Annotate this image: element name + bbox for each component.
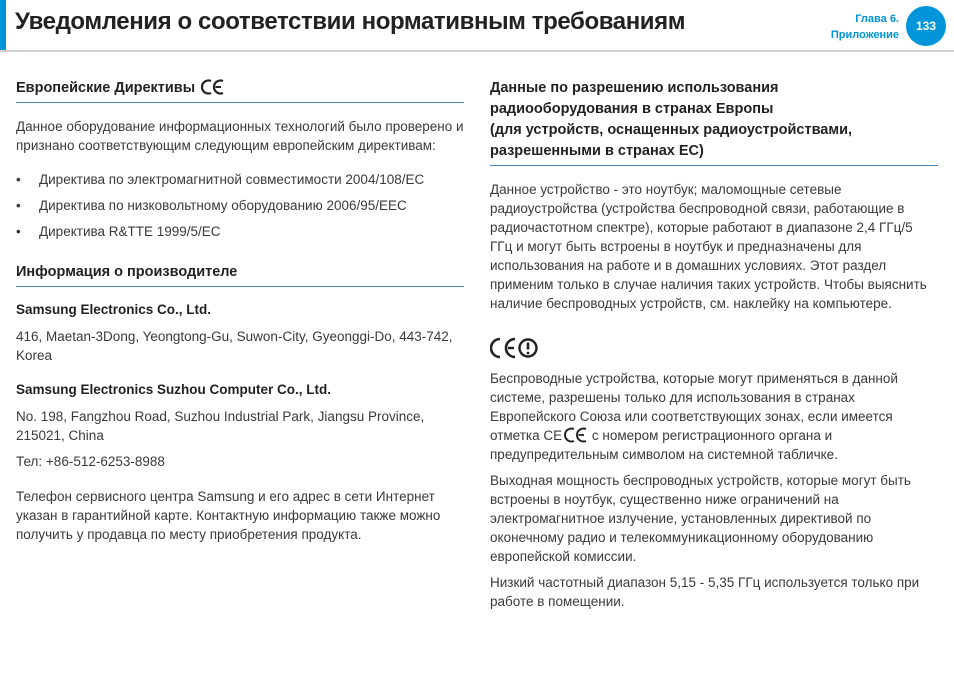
wireless-paragraph-2: Выходная мощность беспроводных устройств, которые могут быть встроены в ноутбук, существенно ниже ограничений на электромагнитное излучение, установленных директивой по оконечному радио и телекоммуникационному оборудованию европейской комиссии. bbox=[490, 473, 911, 564]
bullet: • bbox=[16, 224, 21, 239]
section-label: Приложение bbox=[830, 29, 899, 41]
wireless-paragraph-1 bbox=[490, 369, 938, 464]
page-title: Уведомления о соответствии нормативным требованиям bbox=[15, 8, 686, 35]
service-note: Телефон сервисного центра Samsung и его адрес в сети Интернет указан в гарантийной карте. Контактную информацию также можно получить у продавца по месту приобретения продукта. bbox=[16, 489, 441, 542]
bullet: • bbox=[16, 198, 21, 213]
directive-text: Директива R&TTE 1999/5/EC bbox=[39, 224, 221, 239]
chapter-label: Глава 6. bbox=[855, 13, 899, 25]
directive-text: Директива по низковольтному оборудованию 2006/95/EEC bbox=[39, 198, 407, 213]
left-column bbox=[16, 78, 464, 544]
heading-line: (для устройств, оснащенных радиоустройствами, bbox=[490, 122, 853, 138]
chapter-info bbox=[831, 11, 899, 43]
wireless-p1-after: с номером регистрационного органа и предупредительным символом на системной табличке. bbox=[490, 428, 838, 462]
phone-number: Тел: +86-512-6253-8988 bbox=[16, 454, 165, 469]
header-divider bbox=[0, 50, 954, 52]
ce-mark-icon bbox=[490, 336, 538, 360]
right-column bbox=[490, 78, 938, 611]
directive-text: Директива по электромагнитной совместимости 2004/108/EC bbox=[39, 172, 425, 187]
company1-name: Samsung Electronics Co., Ltd. bbox=[16, 302, 212, 317]
directives-list bbox=[16, 170, 464, 241]
heading-line: разрешенными в странах ЕС) bbox=[490, 143, 704, 159]
heading-line: Данные по разрешению использования bbox=[490, 80, 779, 96]
heading-line: радиооборудования в странах Европы bbox=[490, 101, 774, 117]
bullet: • bbox=[16, 172, 21, 187]
ce-alert-mark bbox=[490, 336, 938, 362]
company2-name: Samsung Electronics Suzhou Computer Co., Ltd. bbox=[16, 382, 332, 397]
wireless-paragraph-3: Низкий частотный диапазон 5,15 - 5,35 ГГц используется только при работе в помещении. bbox=[490, 575, 920, 609]
eu-intro-text: Данное оборудование информационных технологий было проверено и признано соответствующим следующим европейским директивам: bbox=[16, 119, 464, 153]
header-accent-bar bbox=[0, 0, 6, 50]
list-item bbox=[16, 222, 464, 241]
ce-mark-icon bbox=[564, 427, 588, 443]
ce-mark-icon bbox=[201, 79, 225, 95]
radio-approval-heading bbox=[490, 78, 938, 166]
eu-directives-heading-text: Европейские Директивы bbox=[16, 80, 196, 96]
company1-address: 416, Maetan-3Dong, Yeongtong-Gu, Suwon-City, Gyeonggi-Do, 443-742, Korea bbox=[16, 329, 453, 363]
page-number-badge: 133 bbox=[906, 6, 946, 46]
eu-directives-heading bbox=[16, 78, 464, 103]
wireless-p1-before: Беспроводные устройства, которые могут применяться в данной системе, разрешены только для использования в странах Европейского Союза или соответствующих зонах, если имеется отметка CE bbox=[490, 371, 898, 443]
company2-address: No. 198, Fangzhou Road, Suzhou Industrial Park, Jiangsu Province, 215021, China bbox=[16, 409, 425, 443]
list-item bbox=[16, 170, 464, 189]
alert-circle-icon bbox=[520, 340, 537, 357]
manufacturer-heading: Информация о производителе bbox=[16, 262, 464, 287]
radio-intro-text: Данное устройство - это ноутбук; маломощные сетевые радиоустройства (устройства беспроводной связи, работающие в радиочастотном спектре), которые работают в диапазоне 2,4 ГГц/5 ГГц и могут быть встроены в ноутбук и предназначены для использования на работе и в домашних условиях. Этот раздел применим только в случае наличия таких устройств. Чтобы выяснить наличие беспроводных устройств, см. наклейку на компьютере. bbox=[490, 182, 927, 311]
list-item bbox=[16, 196, 464, 215]
